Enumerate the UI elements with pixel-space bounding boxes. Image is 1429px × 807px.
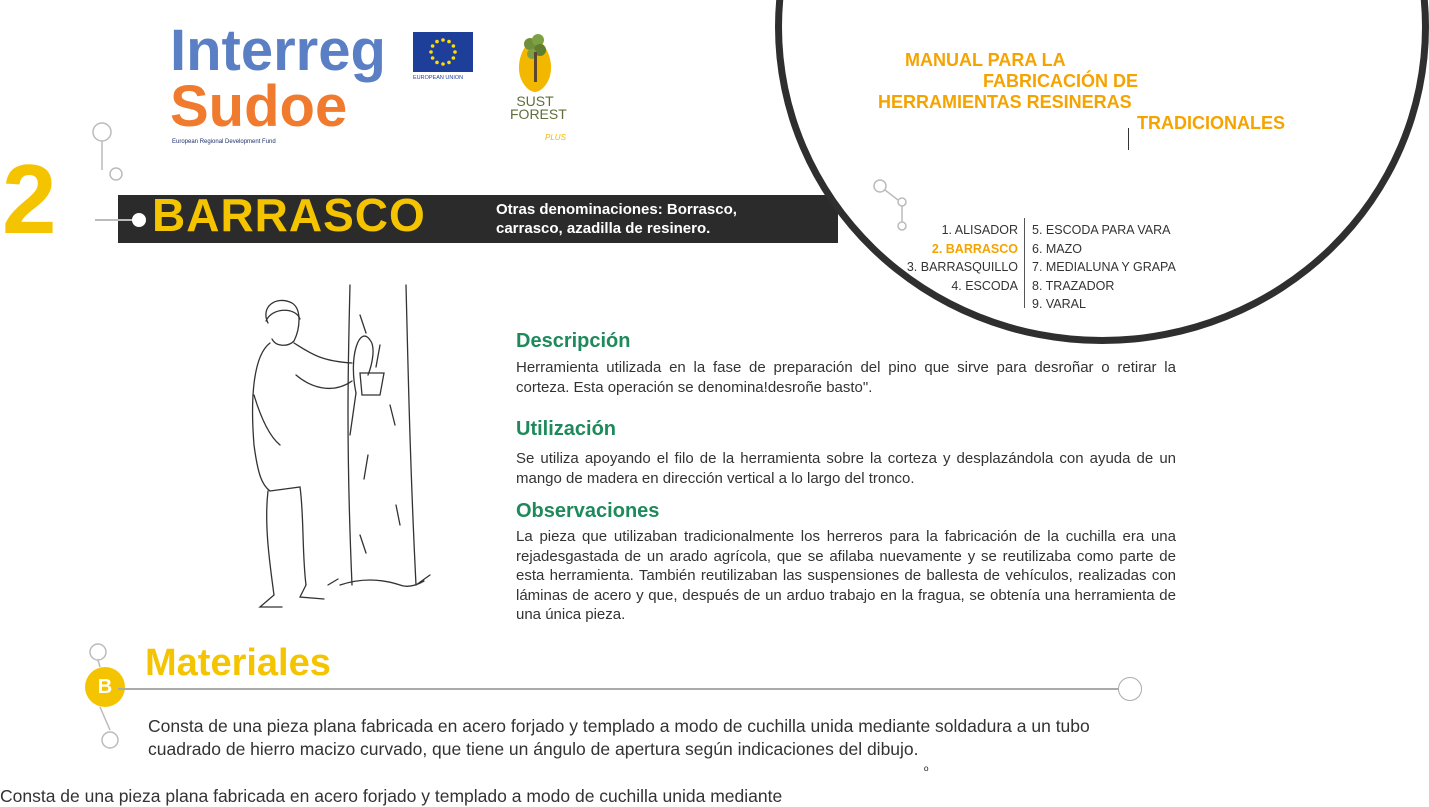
toc-item-barrasquillo[interactable]: 3. BARRASQUILLO bbox=[906, 260, 1018, 274]
materiales-text: Consta de una pieza plana fabricada en acero forjado y templado a modo de cuchilla unida mediante soldadura a un tubo cuadrado de hierro macizo curvado, que tiene un ángulo de apertura según indicaciones del dibujo. bbox=[148, 716, 1090, 759]
toc-item-escoda-para-vara[interactable]: 5. ESCODA PARA VARA bbox=[1032, 223, 1171, 237]
toc-item-mazo[interactable]: 6. MAZO bbox=[1032, 241, 1083, 256]
materiales-divider bbox=[118, 688, 1140, 690]
sust-forest-tree-icon bbox=[510, 30, 560, 94]
manual-title-line2: FABRICACIÓN DE bbox=[983, 71, 1139, 91]
worker-illustration bbox=[210, 285, 460, 625]
sust-forest-logo bbox=[510, 93, 567, 122]
observaciones-heading: Observaciones bbox=[516, 500, 660, 522]
other-names-line2: carrasco, azadilla de resinero. bbox=[496, 220, 711, 237]
materiales-heading: Materiales bbox=[145, 642, 331, 684]
utilizacion-text: Se utiliza apoyando el filo de la herramienta sobre la corteza y desplazándola con ayuda de un mango de madera en dirección vertical a lo largo del tronco. bbox=[516, 450, 1176, 487]
toc-separator bbox=[1024, 218, 1025, 308]
section-badge: B bbox=[85, 667, 125, 707]
descripcion-text: Herramienta utilizada en la fase de preparación del pino que sirve para desroñar o retirar la corteza. Esta operación se denomina!desroñe basto". bbox=[516, 359, 1176, 396]
sust-text: SUST bbox=[516, 93, 554, 109]
toc-item-escoda[interactable]: 4. ESCODA bbox=[951, 278, 1018, 293]
bottom-cut-text: Consta de una pieza plana fabricada en acero forjado y templado a modo de cuchilla unida mediante bbox=[0, 786, 783, 806]
interreg-logo-text: Interreg bbox=[170, 18, 386, 83]
manual-title-line4: TRADICIONALES bbox=[1137, 113, 1285, 133]
other-names bbox=[496, 200, 816, 238]
forest-text: FOREST bbox=[510, 106, 567, 122]
manual-title bbox=[878, 50, 1285, 134]
toc-item-alisador[interactable]: 1. ALISADOR bbox=[941, 223, 1018, 237]
manual-title-line3: HERRAMIENTAS RESINERAS bbox=[878, 92, 1132, 112]
toc-right-list bbox=[1032, 221, 1202, 314]
toc-item-medialuna[interactable]: 7. MEDIALUNA Y GRAPA bbox=[1032, 260, 1176, 274]
node-decoration-icon bbox=[80, 120, 140, 200]
band-connector-icon bbox=[95, 200, 155, 240]
observaciones-text: La pieza que utilizaban tradicionalmente los herreros para la fabricación de la cuchilla era una rejadesgastada de un arado agrícola, que se afilaba nuevamente y se reutilizaba como parte de esta herramienta. También reutilizaban las suspensiones de ballesta de vehículos, realizadas con láminas de acero y que, después de un arduo trabajo en la fragua, se obtenía una herramienta de una única pieza. bbox=[516, 528, 1176, 623]
toc-item-barrasco[interactable]: 2. BARRASCO bbox=[931, 241, 1018, 256]
utilizacion-heading: Utilización bbox=[516, 418, 617, 440]
tool-title: BARRASCO bbox=[152, 189, 426, 241]
degree-mark: º bbox=[924, 764, 929, 778]
toc-item-varal[interactable]: 9. VARAL bbox=[1032, 297, 1086, 311]
sudoe-logo-text: Sudoe bbox=[170, 74, 348, 139]
toc-item-trazador[interactable]: 8. TRAZADOR bbox=[1032, 278, 1115, 293]
manual-title-line1: MANUAL PARA LA bbox=[905, 50, 1066, 70]
eu-flag-icon bbox=[413, 32, 473, 72]
tool-number: 2 bbox=[2, 144, 57, 254]
divider-end-circle-icon bbox=[1118, 677, 1142, 701]
plus-text: PLUS bbox=[545, 133, 566, 142]
eu-caption: EUROPEAN UNION bbox=[413, 75, 464, 81]
toc-left-list bbox=[850, 221, 1018, 295]
erdf-caption: European Regional Development Fund bbox=[172, 139, 276, 145]
descripcion-heading: Descripción bbox=[516, 330, 631, 352]
other-names-line1: Otras denominaciones: Borrasco, bbox=[496, 201, 737, 218]
title-separator bbox=[1128, 128, 1129, 150]
